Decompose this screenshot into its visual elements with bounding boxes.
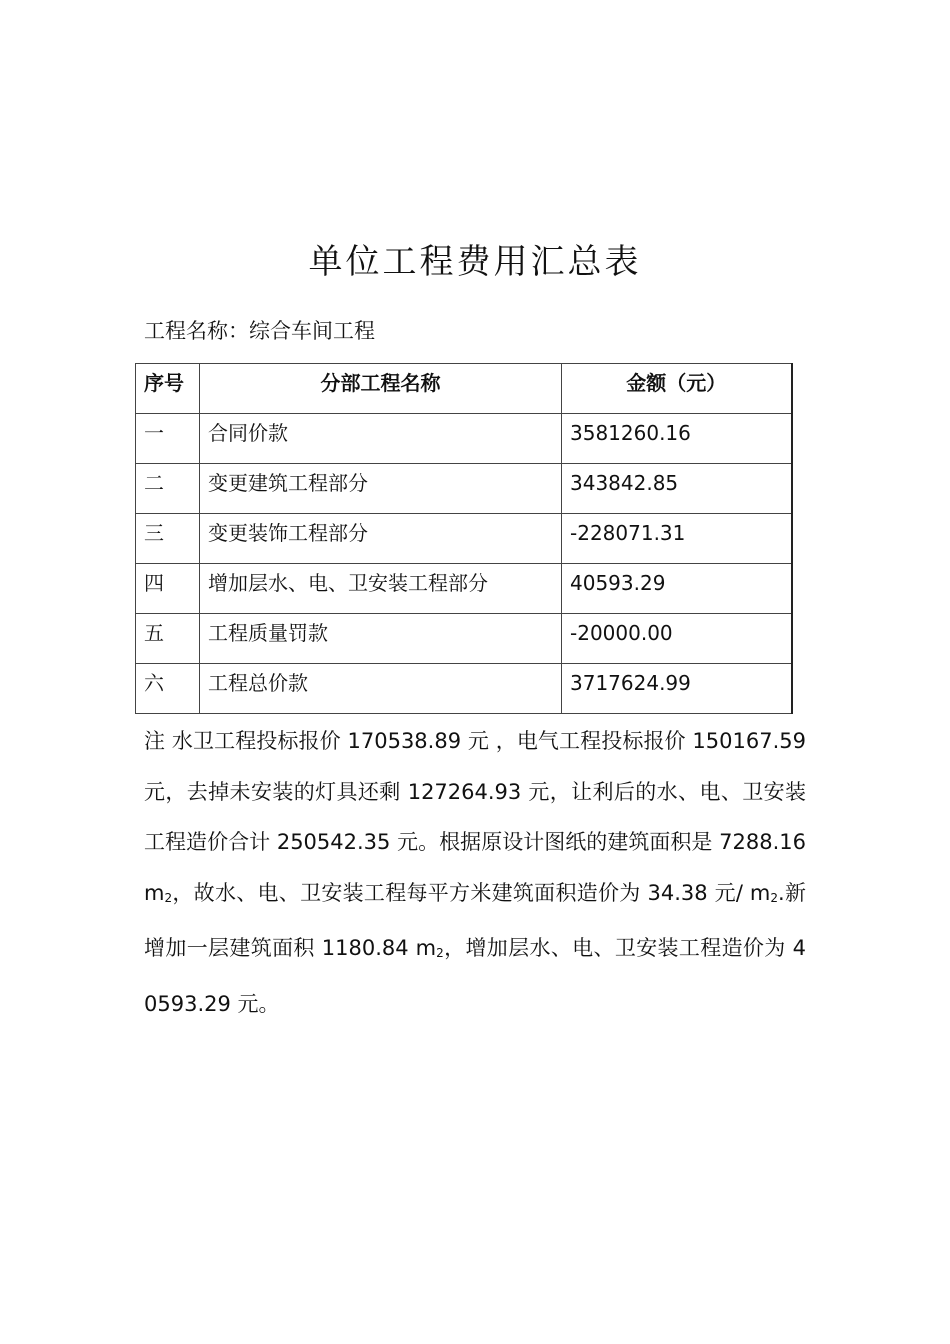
header-name: 分部工程名称 <box>200 364 562 414</box>
table-row <box>136 614 792 664</box>
table-row <box>136 464 792 514</box>
note-paragraph <box>144 716 806 1029</box>
table-header-row <box>136 364 792 414</box>
header-index: 序号 <box>136 364 200 414</box>
header-amount: 金额（元） <box>562 364 792 414</box>
row-index: 四 <box>136 564 200 614</box>
document-title: 单位工程费用汇总表 <box>308 242 642 282</box>
note-superscript-unit: 2 <box>770 890 779 905</box>
row-amount: 343842.85 <box>562 464 792 514</box>
table-row <box>136 564 792 614</box>
table-row <box>136 414 792 464</box>
row-name: 工程总价款 <box>200 664 562 714</box>
row-name: 增加层水、电、卫安装工程部分 <box>200 564 562 614</box>
row-name: 合同价款 <box>200 414 562 464</box>
note-text-part4: ，增加层水、电、卫安装工程造价为 40593.29 元。 <box>144 936 806 1016</box>
project-name-line: 工程名称：综合车间工程 <box>144 319 375 343</box>
row-amount: -228071.31 <box>562 514 792 564</box>
note-text-part1: 注 水卫工程投标报价 170538.89 元 ，电气工程投标报价 150167.59 元，去掉未安装的灯具还剩 127264.93 元，让利后的水、电、卫安装工程造价合计 250542.35 元。根据原设计图纸的建筑面积是 7288.16 m <box>144 729 806 905</box>
table-row <box>136 664 792 714</box>
row-amount: -20000.00 <box>562 614 792 664</box>
row-index: 六 <box>136 664 200 714</box>
note-superscript-unit: 2 <box>164 890 173 905</box>
row-name: 变更装饰工程部分 <box>200 514 562 564</box>
note-text-part2: ，故水、电、卫安装工程每平方米建筑面积造价为 34.38 元/ m <box>172 880 771 905</box>
note-superscript-unit: 2 <box>436 946 444 960</box>
row-index: 五 <box>136 614 200 664</box>
row-amount: 3717624.99 <box>562 664 792 714</box>
row-index: 三 <box>136 514 200 564</box>
row-index: 一 <box>136 414 200 464</box>
row-amount: 3581260.16 <box>562 414 792 464</box>
row-amount: 40593.29 <box>562 564 792 614</box>
note-text-part3: .新增加一层建筑面积 1180.84 m <box>144 880 806 960</box>
row-name: 变更建筑工程部分 <box>200 464 562 514</box>
row-name: 工程质量罚款 <box>200 614 562 664</box>
row-index: 二 <box>136 464 200 514</box>
table-row <box>136 514 792 564</box>
cost-summary-table <box>135 363 793 714</box>
